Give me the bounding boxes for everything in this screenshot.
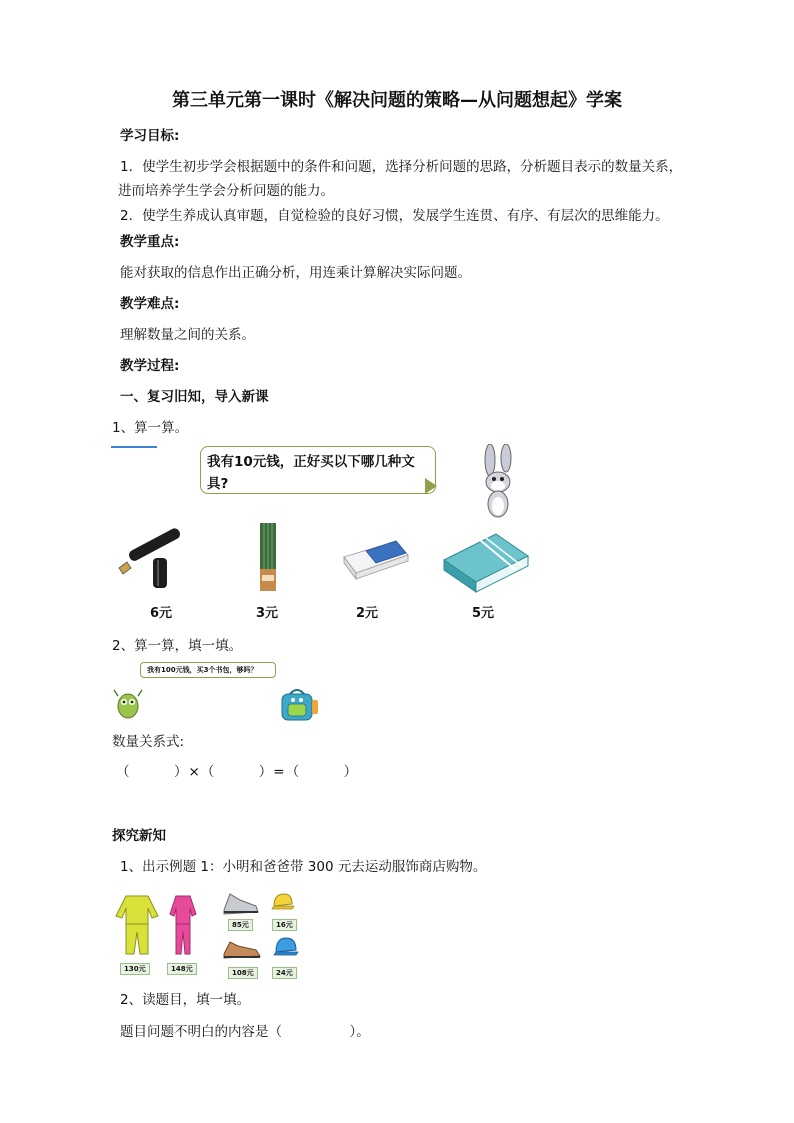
price-tag-yellow-suit: 130元 (120, 963, 150, 975)
bubble-line-1: 我有10元钱，正好买以下哪几种文 (207, 454, 415, 470)
explore-heading: 探究新知 (112, 828, 166, 844)
cartoon-character-icon (112, 686, 144, 722)
gray-sneaker-icon (222, 890, 260, 916)
school-bag-icon (276, 686, 320, 722)
objective-1-line-1: 1．使学生初步学会根据题中的条件和问题，选择分析问题的思路，分析题目表示的数量关系， (120, 159, 683, 175)
yellow-cap-icon (270, 892, 296, 912)
notebook-icon (440, 530, 532, 596)
bubble-line-2: 具? (207, 476, 229, 492)
speech-bubble-1 (200, 446, 436, 494)
example-1: 1、出示例题 1：小明和爸爸带 300 元去运动服饰商店购物。 (120, 859, 487, 875)
speech-bubble-2: 我有100元钱，买3个书包，够吗？ (140, 662, 276, 678)
difficulties-heading: 教学难点: (120, 296, 180, 312)
pink-tracksuit-icon (168, 894, 198, 956)
bubble-tail (425, 478, 437, 494)
yellow-tracksuit-icon (114, 894, 160, 956)
page-title: 第三单元第一课时《解决问题的策略—从问题想起》学案 (172, 90, 622, 111)
price-eraser: 2元 (356, 606, 379, 621)
section-1-heading: 一、复习旧知，导入新课 (120, 389, 269, 405)
blue-rule (111, 446, 157, 448)
relation-label: 数量关系式: (112, 734, 185, 750)
explore-question-2: 2、读题目，填一填。 (120, 992, 251, 1008)
relation-formula: （ ）×（ ）=（ ） (116, 764, 359, 780)
price-tag-gray-sneaker: 85元 (228, 919, 253, 931)
objective-2: 2．使学生养成认真审题，自觉检验的良好习惯，发展学生连贯、有序、有层次的思维能力。 (120, 208, 669, 224)
price-tag-pink-suit: 148元 (167, 963, 197, 975)
objective-1-line-2: 进而培养学生学会分析问题的能力。 (118, 183, 334, 199)
question-2: 2、算一算，填一填。 (112, 638, 243, 654)
difficulties-text: 理解数量之间的关系。 (120, 327, 255, 343)
bunny-icon (472, 444, 524, 522)
brown-shoe-icon (222, 936, 262, 962)
key-points-text: 能对获取的信息作出正确分析，用连乘计算解决实际问题。 (120, 265, 471, 281)
process-heading: 教学过程: (120, 358, 180, 374)
fountain-pen-icon (113, 524, 185, 592)
fill-in-blank: 题目问题不明白的内容是（ ）。 (120, 1024, 370, 1040)
price-pen: 6元 (150, 606, 173, 621)
pencils-icon (258, 523, 278, 593)
blue-cap-icon (272, 936, 300, 958)
price-tag-yellow-cap: 16元 (272, 919, 297, 931)
price-notebook: 5元 (472, 606, 495, 621)
price-pencils: 3元 (256, 606, 279, 621)
eraser-icon (340, 535, 410, 583)
price-tag-brown-shoe: 108元 (228, 967, 258, 979)
key-points-heading: 教学重点: (120, 234, 180, 250)
question-1: 1、算一算。 (112, 420, 189, 436)
objectives-heading: 学习目标: (120, 128, 180, 144)
price-tag-blue-cap: 24元 (272, 967, 297, 979)
